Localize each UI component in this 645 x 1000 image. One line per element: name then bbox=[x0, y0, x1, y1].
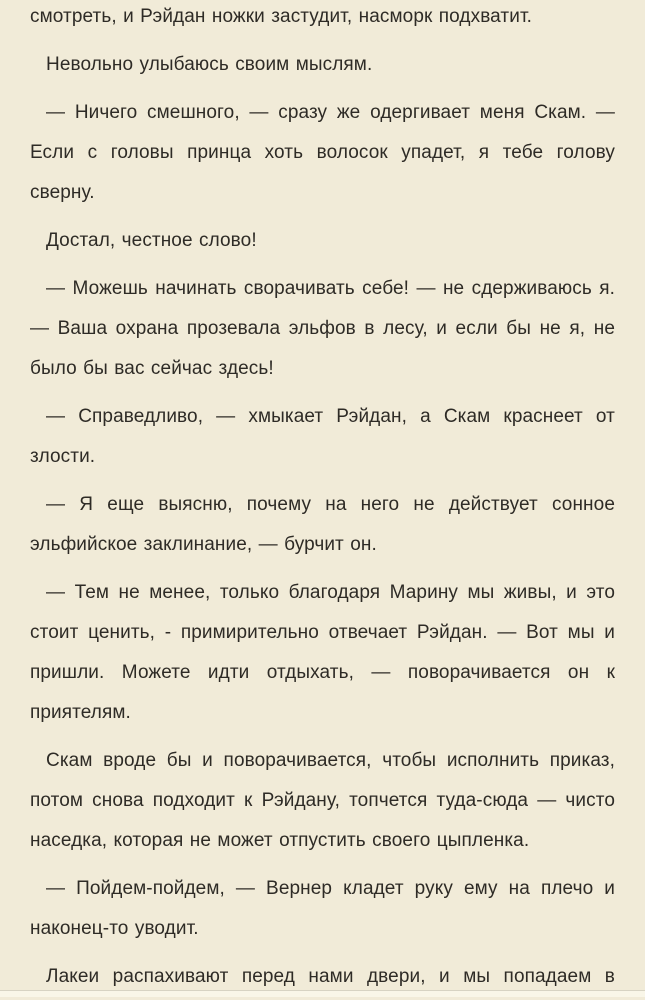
paragraph: Скам вроде бы и поворачивается, чтобы исполнить приказ, потом снова подходит к Рэйдану, топчется туда-сюда — чисто наседка, которая не может отпустить своего цыпленка. bbox=[30, 750, 615, 851]
paragraph: — Тем не менее, только благодаря Марину мы живы, и это стоит ценить, - примирительно отвечает Рэйдан. — Вот мы и пришли. Можете идти отдыхать, — поворачивается он к приятелям. bbox=[30, 582, 615, 723]
page-bottom-strip bbox=[0, 990, 645, 997]
paragraph: смотреть, и Рэйдан ножки застудит, насморк подхватит. bbox=[30, 6, 533, 27]
paragraph: Достал, честное слово! bbox=[46, 230, 257, 251]
paragraph: Лакеи распахивают перед нами двери, и мы попадаем в bbox=[46, 966, 615, 987]
paragraph: — Пойдем-пойдем, — Вернер кладет руку ему на плечо и наконец-то уводит. bbox=[30, 878, 615, 939]
paragraph: Невольно улыбаюсь своим мыслям. bbox=[46, 54, 373, 75]
paragraph: — Ничего смешного, — сразу же одергивает меня Скам. — Если с головы принца хоть волосок упадет, я тебе голову сверну. bbox=[30, 102, 615, 203]
paragraph: — Я еще выясню, почему на него не действует сонное эльфийское заклинание, — бурчит он. bbox=[30, 494, 615, 555]
paragraph: — Можешь начинать сворачивать себе! — не сдерживаюсь я. — Ваша охрана прозевала эльфов в лесу, и если бы не я, не было бы вас сейчас здесь! bbox=[30, 278, 615, 379]
paragraph: — Справедливо, — хмыкает Рэйдан, а Скам краснеет от злости. bbox=[30, 406, 615, 467]
